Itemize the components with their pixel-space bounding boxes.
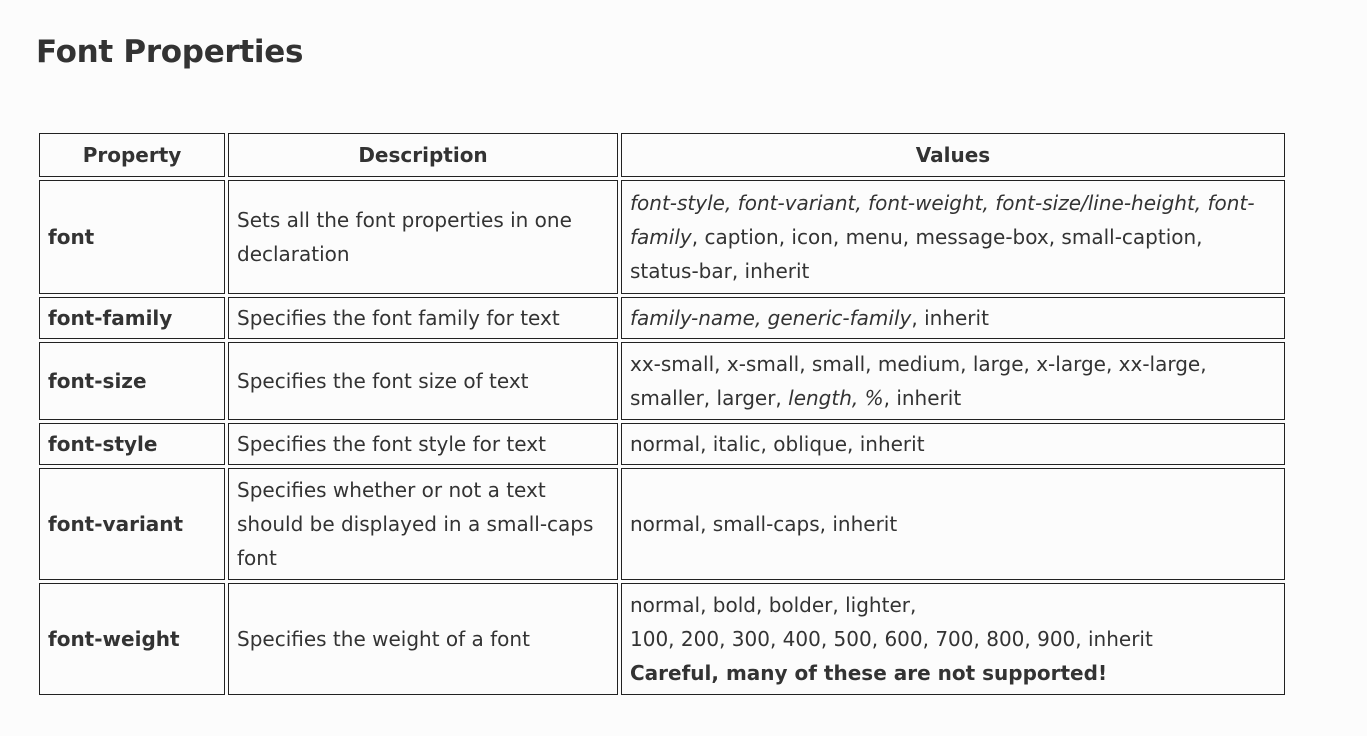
description-cell: Specifies the font style for text xyxy=(228,423,618,465)
values-italic: font-style, font-variant, font-weight, font-size/line-height, font-family xyxy=(630,191,1255,249)
values-cell xyxy=(621,180,1285,294)
property-name-font-weight: font-weight xyxy=(39,583,225,695)
table-row xyxy=(39,468,1285,580)
property-name-font: font xyxy=(39,180,225,294)
table-row xyxy=(39,342,1285,420)
description-cell: Specifies whether or not a text should be displayed in a small-caps font xyxy=(228,468,618,580)
values-line: normal, bold, bolder, lighter, xyxy=(630,593,917,617)
values-italic: length, % xyxy=(788,386,884,410)
values-cell xyxy=(621,583,1285,695)
property-name-font-style: font-style xyxy=(39,423,225,465)
font-properties-table xyxy=(36,130,1288,698)
values-tail: , inherit xyxy=(883,386,962,410)
description-cell: Specifies the font size of text xyxy=(228,342,618,420)
table-row xyxy=(39,297,1285,339)
values-cell xyxy=(621,297,1285,339)
table-row xyxy=(39,180,1285,294)
header-values: Values xyxy=(621,133,1285,177)
header-property: Property xyxy=(39,133,225,177)
table-row xyxy=(39,423,1285,465)
property-name-font-family: font-family xyxy=(39,297,225,339)
page-title: Font Properties xyxy=(36,34,304,70)
table-header-row xyxy=(39,133,1285,177)
values-cell xyxy=(621,342,1285,420)
description-cell: Specifies the font family for text xyxy=(228,297,618,339)
table-row xyxy=(39,583,1285,695)
description-cell: Sets all the font properties in one declaration xyxy=(228,180,618,294)
header-description: Description xyxy=(228,133,618,177)
values-plain: , caption, icon, menu, message-box, small-caption, status-bar, inherit xyxy=(630,225,1203,283)
description-cell: Specifies the weight of a font xyxy=(228,583,618,695)
values-line: 100, 200, 300, 400, 500, 600, 700, 800, 900, inherit xyxy=(630,627,1153,651)
property-name-font-variant: font-variant xyxy=(39,468,225,580)
values-plain: , inherit xyxy=(911,306,989,330)
values-note: Careful, many of these are not supported! xyxy=(630,661,1108,685)
property-name-font-size: font-size xyxy=(39,342,225,420)
values-cell: normal, italic, oblique, inherit xyxy=(621,423,1285,465)
values-cell: normal, small-caps, inherit xyxy=(621,468,1285,580)
values-italic: family-name, generic-family xyxy=(630,306,912,330)
values-plain: xx-small, x-small, small, medium, large, x-large, xx-large, smaller, larger, xyxy=(630,352,1207,410)
